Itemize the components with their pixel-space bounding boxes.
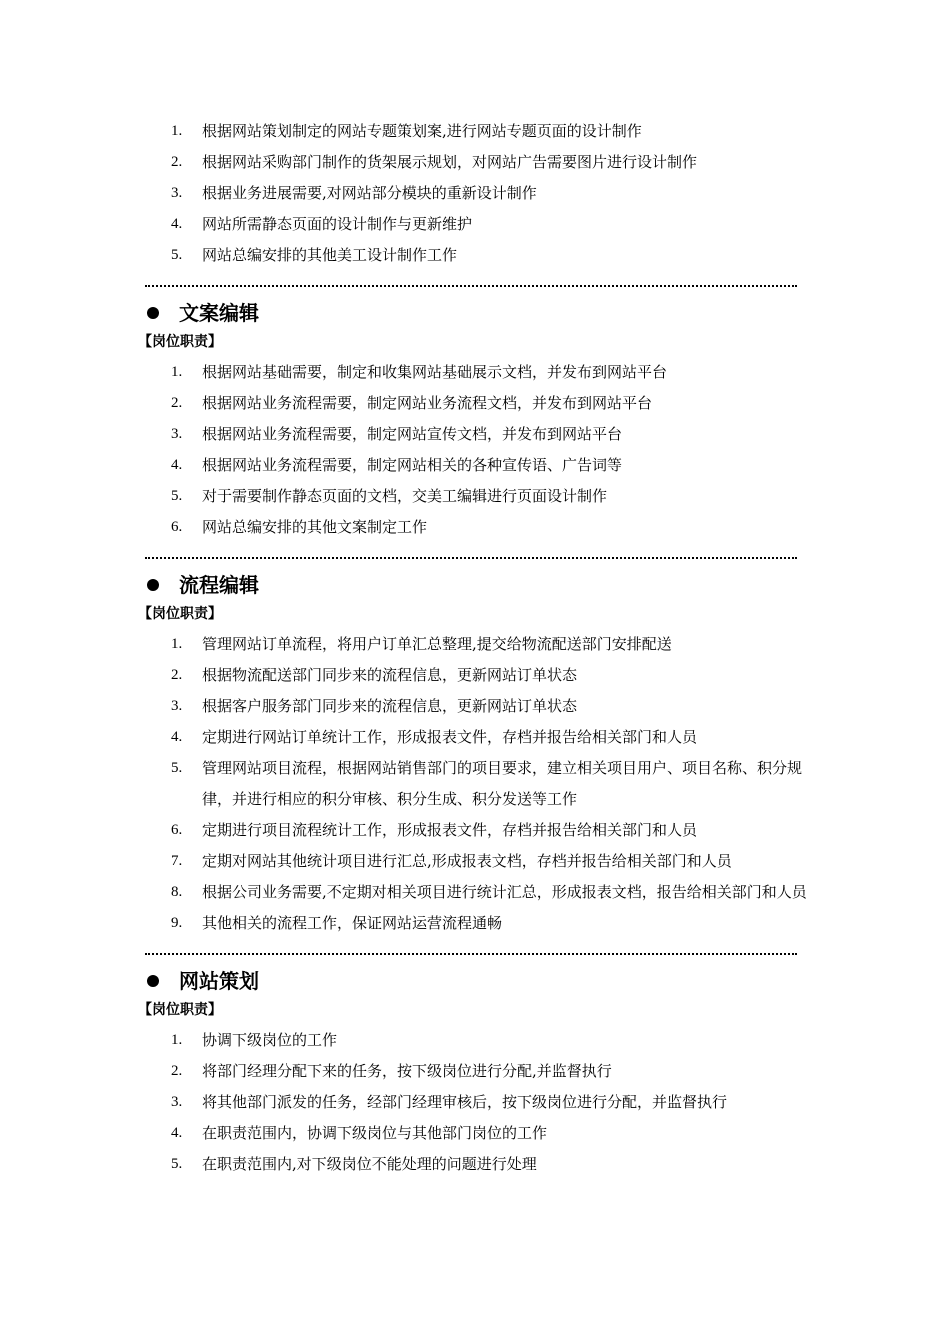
item-text: 根据客户服务部门同步来的流程信息，更新网站订单状态 [202,697,578,715]
dotted-divider [145,953,797,955]
item-number: 4. [171,1125,183,1141]
list-item [145,1149,812,1180]
item-text: 根据物流配送部门同步来的流程信息，更新网站订单状态 [202,666,578,684]
item-number: 3. [171,185,183,201]
item-text: 网站所需静态页面的设计制作与更新维护 [202,215,473,233]
item-text: 定期对网站其他统计项目进行汇总,形成报表文档，存档并报告给相关部门和人员 [202,852,732,870]
item-text: 定期进行项目流程统计工作，形成报表文件，存档并报告给相关部门和人员 [202,821,698,839]
item-number: 9. [171,915,183,931]
item-text: 对于需要制作静态页面的文档，交美工编辑进行页面设计制作 [202,487,608,505]
item-number: 3. [171,426,183,442]
list-item [145,240,812,271]
item-text: 管理网站订单流程，将用户订单汇总整理,提交给物流配送部门安排配送 [202,635,672,653]
item-number: 1. [171,364,183,380]
bullet-icon [147,579,159,591]
list-item [145,388,812,419]
item-text: 在职责范围内，协调下级岗位与其他部门岗位的工作 [202,1124,548,1142]
bullet-icon [147,975,159,987]
item-text: 在职责范围内,对下级岗位不能处理的问题进行处理 [202,1155,537,1173]
item-number: 2. [171,1063,183,1079]
list-item [145,419,812,450]
list-item [145,908,812,939]
item-number: 1. [171,123,183,139]
item-text: 根据网站业务流程需要，制定网站宣传文档，并发布到网站平台 [202,425,623,443]
item-text: 根据网站策划制定的网站专题策划案,进行网站专题页面的设计制作 [202,122,642,140]
responsibilities-label: 【岗位职责】 [138,1002,222,1018]
bullet-icon [147,307,159,319]
item-number: 4. [171,216,183,232]
list-item [145,178,812,209]
item-number: 4. [171,729,183,745]
responsibilities-label: 【岗位职责】 [138,606,222,622]
dotted-divider [145,285,797,287]
item-number: 5. [171,1156,183,1172]
item-number: 1. [171,636,183,652]
duty-list-copy-editor [145,357,835,543]
item-text: 其他相关的流程工作，保证网站运营流程通畅 [202,914,503,932]
list-item [145,753,812,815]
section-title-text: 网站策划 [179,969,259,993]
item-text: 根据网站采购部门制作的货架展示规划，对网站广告需要图片进行设计制作 [202,153,698,171]
item-text: 根据网站业务流程需要，制定网站相关的各种宣传语、广告词等 [202,456,623,474]
item-text: 网站总编安排的其他文案制定工作 [202,518,428,536]
item-number: 6. [171,822,183,838]
dotted-divider [145,557,797,559]
duty-list-process-editor [145,629,835,939]
item-number: 5. [171,488,183,504]
item-text: 根据业务进展需要,对网站部分模块的重新设计制作 [202,184,537,202]
item-number: 5. [171,247,183,263]
document-content [138,116,835,1180]
item-number: 2. [171,667,183,683]
item-number: 4. [171,457,183,473]
list-item [145,1118,812,1149]
item-number: 5. [171,760,183,776]
list-item [145,629,812,660]
list-item [145,660,812,691]
section-title-copy-editor [145,299,835,327]
section-title-website-planning [145,967,835,995]
item-number: 1. [171,1032,183,1048]
list-item [145,815,812,846]
item-text: 协调下级岗位的工作 [202,1031,338,1049]
item-number: 2. [171,154,183,170]
item-number: 8. [171,884,183,900]
list-item [145,147,812,178]
list-item [145,1087,812,1118]
intro-duty-list [145,116,835,271]
list-item [145,877,812,908]
item-text: 根据公司业务需要,不定期对相关项目进行统计汇总，形成报表文档，报告给相关部门和人员 [202,883,807,901]
list-item [145,481,812,512]
item-text: 将其他部门派发的任务，经部门经理审核后，按下级岗位进行分配，并监督执行 [202,1093,728,1111]
section-title-text: 流程编辑 [179,573,259,597]
item-number: 7. [171,853,183,869]
list-item [145,722,812,753]
section-title-text: 文案编辑 [179,301,259,325]
item-text: 根据网站业务流程需要，制定网站业务流程文档，并发布到网站平台 [202,394,653,412]
list-item [145,512,812,543]
section-title-process-editor [145,571,835,599]
item-text: 根据网站基础需要，制定和收集网站基础展示文档，并发布到网站平台 [202,363,668,381]
responsibilities-label: 【岗位职责】 [138,334,222,350]
item-text: 网站总编安排的其他美工设计制作工作 [202,246,458,264]
item-number: 6. [171,519,183,535]
list-item [145,691,812,722]
list-item [145,116,812,147]
duty-list-website-planning [145,1025,835,1180]
list-item [145,846,812,877]
item-text: 将部门经理分配下来的任务，按下级岗位进行分配,并监督执行 [202,1062,612,1080]
list-item [145,1025,812,1056]
item-number: 2. [171,395,183,411]
item-text: 管理网站项目流程，根据网站销售部门的项目要求，建立相关项目用户、项目名称、积分规律，并进行相应的积分审核、积分生成、积分发送等工作 [202,759,803,808]
list-item [145,357,812,388]
item-number: 3. [171,698,183,714]
item-number: 3. [171,1094,183,1110]
list-item [145,209,812,240]
item-text: 定期进行网站订单统计工作，形成报表文件，存档并报告给相关部门和人员 [202,728,698,746]
list-item [145,1056,812,1087]
list-item [145,450,812,481]
